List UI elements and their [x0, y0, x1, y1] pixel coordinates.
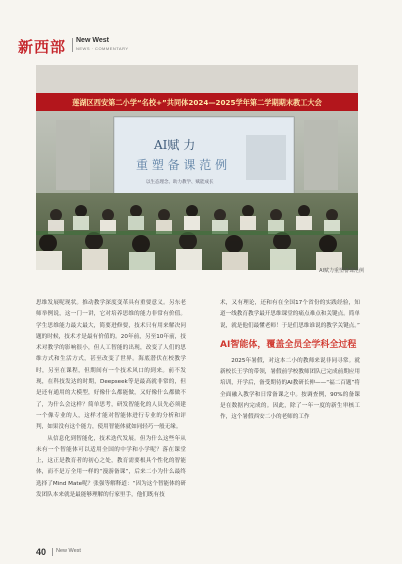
paragraph: 从信息化到智能化，技术迭代发展。但为什么这些年从未有一个智能体可以适用全国的中学和小学呢？落在课堂上，这正是教育者的初心之处，教育需要根具个性化的智能体，而不是万全用一样的“漫游备课”，后来二小为什么最终选择了Mind Mate呢？张强等解释道：“因为这个智能体的研发团队本来就是最能够理解的行家里手，他们既有技	[36, 435, 186, 499]
banner-text: 莲湖区西安第二小学“名校+”共同体2024—2025学年第二学期期末教工大会	[72, 98, 322, 107]
page-number: 40	[36, 547, 47, 557]
screen-title-line2: 重 塑 备 课 范 例	[136, 158, 228, 172]
paragraph: 术，又有理论，还和有在全国17个省份的实践经验，知道一线教育教学最开思维课堂的痛点难点和关键点。简单说，就是他们最懂老师！于是们思维谁说的教学关键点。”	[220, 300, 360, 329]
magazine-logo: 新西部	[18, 38, 67, 56]
article-column-left	[36, 298, 186, 501]
paragraph: 思维发展呢现状。推动教学深度变革具有重要意义。另东老师举例说，这一门一讲，它对培养思维的能力非常有价值。学生思维能力最大最大，简要进修要，技术只有用来解决问题的时候，技术才是最有价值的。20年前，另至10年前，技术对教学的影响很小，但人工智能的出现，改变了人们的思维方式和生活方式，甚至改变了世界。海底潜伏在校教学时，另至在课程，但期间有一个技术风口的到来。前不发现，在科技发达的时期，Deepseek等是最高就非常的，但是还有通用的大模型，好像什么都能做，又好像什么都做不了，为什么会这样？简单思考，研发智能化的人员先必须建一个像专业的人，这样才能对智能体进行专业的分析和评判，如果没有这个能力，使用智能体就如同轻巧一般无缘。	[36, 300, 186, 431]
photo-caption: AI赋力重塑备课范例	[319, 268, 364, 274]
footer-divider	[52, 548, 53, 556]
meeting-photo	[36, 65, 358, 270]
magazine-header	[18, 36, 384, 56]
magazine-tagline: NEWS · COMMENTARY	[76, 46, 129, 51]
magazine-english-name: New West	[76, 37, 109, 44]
page-footer	[36, 547, 116, 557]
section-heading: AI智能体，覆盖全员全学科全过程	[220, 339, 357, 350]
paragraph: 2025年暑假，对这本二小的教师来说非同寻常。就新校长王学的带领，暑假前学校教师团队已完成前期应用培训，开学后，备受期待的AI教研长伸——“福二百题”将全面融入教学和日常备课之中。按调查例，90%的备课是在数据内完成的。因此，除了一年一度的新生审核工作，这个暑假西安二小的老师的工作	[220, 357, 360, 421]
screen-title-line1: AI赋 力	[154, 138, 196, 152]
header-divider	[72, 38, 73, 52]
footer-label: New West	[56, 548, 81, 554]
screen-subtitle: 以生态理念、助力教学、赋能成长	[146, 180, 214, 185]
article-column-right	[220, 298, 360, 424]
